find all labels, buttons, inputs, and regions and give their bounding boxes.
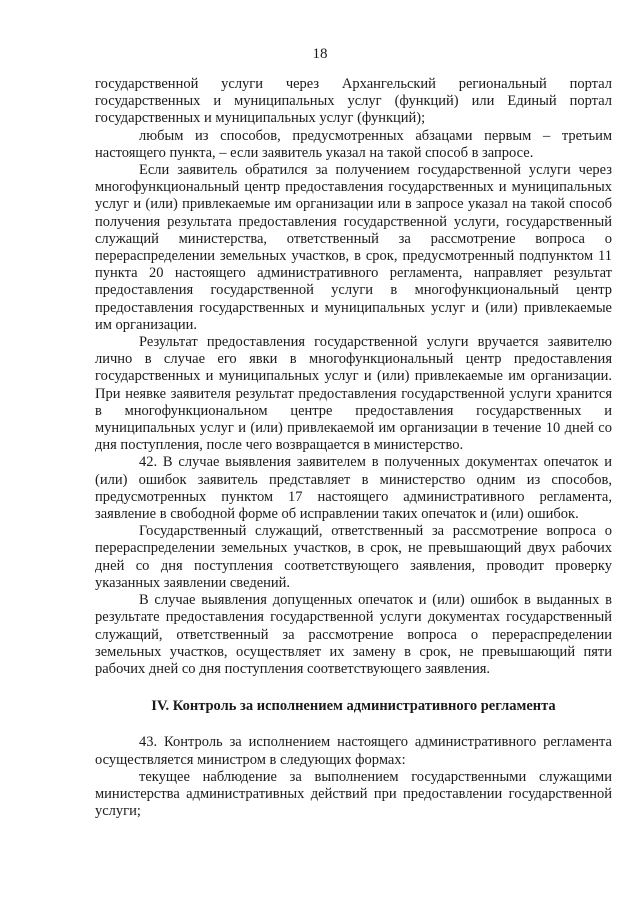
paragraph: В случае выявления допущенных опечаток и (или) ошибок в выданных в результате предоставления государственной услуги документах государственный служащий, ответственный за рассмотрение вопроса о перераспределении земельных участков, осуществляет их замену в срок, не превышающий пяти рабочих дней со дня поступления соответствующего заявления. [95,592,612,677]
paragraph: 43. Контроль за исполнением настоящего административного регламента осуществляется министром в следующих формах: [95,734,612,768]
paragraph: государственной услуги через Архангельский региональный портал государственных и муниципальных услуг (функций) или Единый портал государственных и муниципальных услуг (функций); [95,76,612,127]
paragraph: текущее наблюдение за выполнением государственными служащими министерства административных действий при предоставлении государственной услуги; [95,768,612,820]
document-body [95,76,612,820]
paragraph: Государственный служащий, ответственный за рассмотрение вопроса о перераспределении земельных участков, в срок, не превышающий двух рабочих дней со дня поступления соответствующего заявления, проводит проверку указанных заявлении сведений. [95,523,612,591]
section-heading: IV. Контроль за исполнением административного регламента [151,698,556,715]
page-number: 18 [312,46,328,62]
paragraph: 42. В случае выявления заявителем в полученных документах опечаток и (или) ошибок заявитель представляет в министерство одним из способов, предусмотренных пунктом 17 настоящего административного регламента, заявление в свободной форме об исправлении таких опечаток и (или) ошибок. [95,454,612,523]
paragraph: Если заявитель обратился за получением государственной услуги через многофункциональный центр предоставления государственных и муниципальных услуг и (или) привлекаемые им организации или в запросе указал на такой способ получения результата предоставления государственной услуги, государственный служащий министерства, ответственный за рассмотрение вопроса о перераспределении земельных участков, в срок, предусмотренный подпунктом 11 пункта 20 настоящего административного регламента, направляет результат предоставления государственной услуги в многофункциональный центр предоставления государственных и муниципальных услуг и (или) привлекаемые им организации. [95,162,612,333]
paragraph: любым из способов, предусмотренных абзацами первым – третьим настоящего пункта, – если заявитель указал на такой способ в запросе. [95,127,612,161]
paragraph: Результат предоставления государственной услуги вручается заявителю лично в случае его явки в многофункциональный центр предоставления государственных и муниципальных услуг и (или) привлекаемые им организации. При неявке заявителя результат предоставления государственной услуги хранится в многофункциональном центре предоставления государственных и муниципальных услуг и (или) привлекаемой им организации в течение 10 дней со дня поступления, после чего возвращается в министерство. [95,334,612,454]
